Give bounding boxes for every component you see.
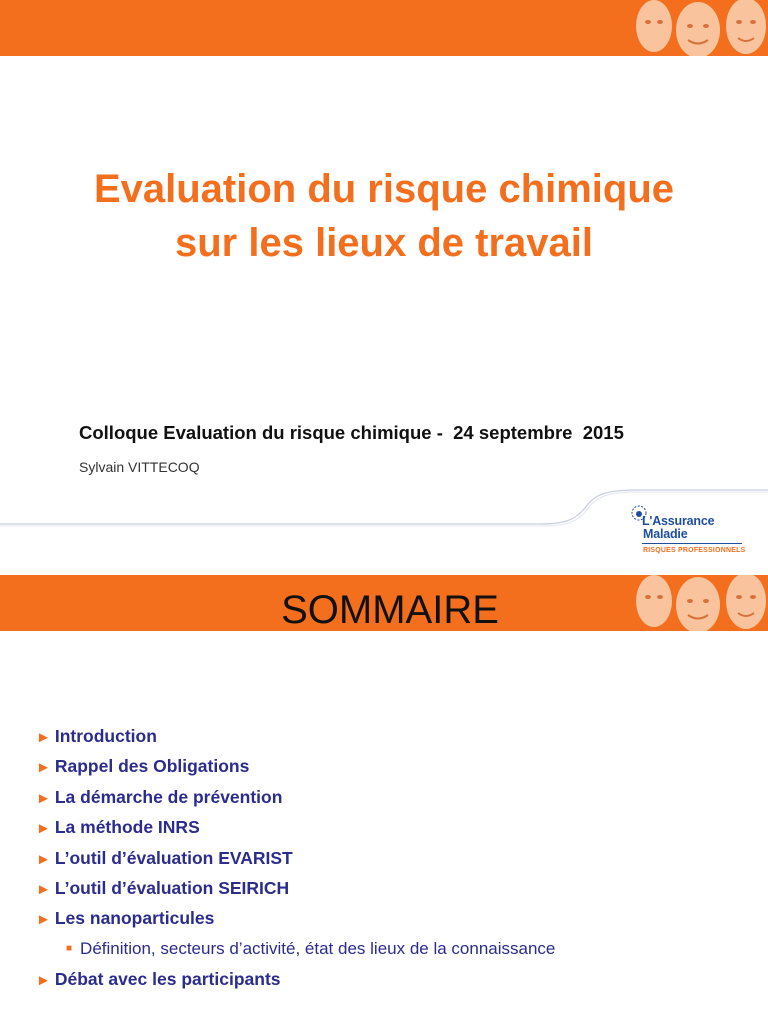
toc-item-label: L’outil d’évaluation EVARIST — [54, 847, 293, 868]
square-bullet-icon: ■ — [66, 942, 73, 954]
toc-item — [36, 877, 555, 907]
title-line-2: sur les lieux de travail — [175, 221, 593, 265]
faces-photo-icon — [628, 575, 768, 631]
toc-item — [36, 816, 555, 846]
assurance-maladie-logo — [628, 500, 748, 560]
table-of-contents — [36, 725, 555, 999]
triangle-bullet-icon: ► — [36, 911, 51, 929]
triangle-bullet-icon: ► — [36, 759, 51, 777]
event-subtitle: Colloque Evaluation du risque chimique - 24 septembre 2015 — [79, 422, 624, 443]
logo-text-line-3: RISQUES PROFESSIONNELS — [643, 547, 746, 554]
toc-subitem — [36, 938, 555, 968]
logo-rule — [642, 543, 742, 544]
author-name: Sylvain VITTECOQ — [79, 459, 200, 475]
header-bar — [0, 0, 768, 56]
logo-text-line-1: L'Assurance — [642, 514, 715, 528]
toc-item-label: Débat avec les participants — [54, 969, 281, 990]
toc-item — [36, 907, 555, 937]
triangle-bullet-icon: ► — [36, 729, 51, 746]
title-line-1: Evaluation du risque chimique — [93, 167, 675, 211]
faces-photo-icon — [628, 0, 768, 56]
toc-subitem-label: Définition, secteurs d’activité, état des lieux de la connaissance — [80, 938, 556, 958]
summary-header-bar — [0, 575, 768, 631]
toc-item-label: Les nanoparticules — [54, 908, 215, 929]
triangle-bullet-icon: ► — [36, 972, 51, 990]
triangle-bullet-icon: ► — [36, 820, 51, 838]
toc-item — [36, 725, 555, 755]
toc-item — [36, 968, 555, 998]
toc-item-label: La méthode INRS — [54, 817, 200, 838]
triangle-bullet-icon: ► — [36, 850, 51, 868]
summary-slide — [0, 575, 768, 1024]
logo-text-line-2: Maladie — [643, 527, 688, 541]
toc-item — [36, 755, 555, 785]
toc-item-label: Rappel des Obligations — [54, 756, 250, 777]
toc-item — [36, 786, 555, 816]
slide-title — [20, 162, 748, 270]
toc-item — [36, 847, 555, 877]
toc-item-label: L’outil d’évaluation SEIRICH — [54, 877, 290, 898]
triangle-bullet-icon: ► — [36, 880, 51, 898]
toc-item-label: La démarche de prévention — [54, 786, 283, 807]
summary-heading: SOMMAIRE — [281, 588, 499, 632]
toc-item-label: Introduction — [54, 726, 157, 746]
triangle-bullet-icon: ► — [36, 789, 51, 807]
